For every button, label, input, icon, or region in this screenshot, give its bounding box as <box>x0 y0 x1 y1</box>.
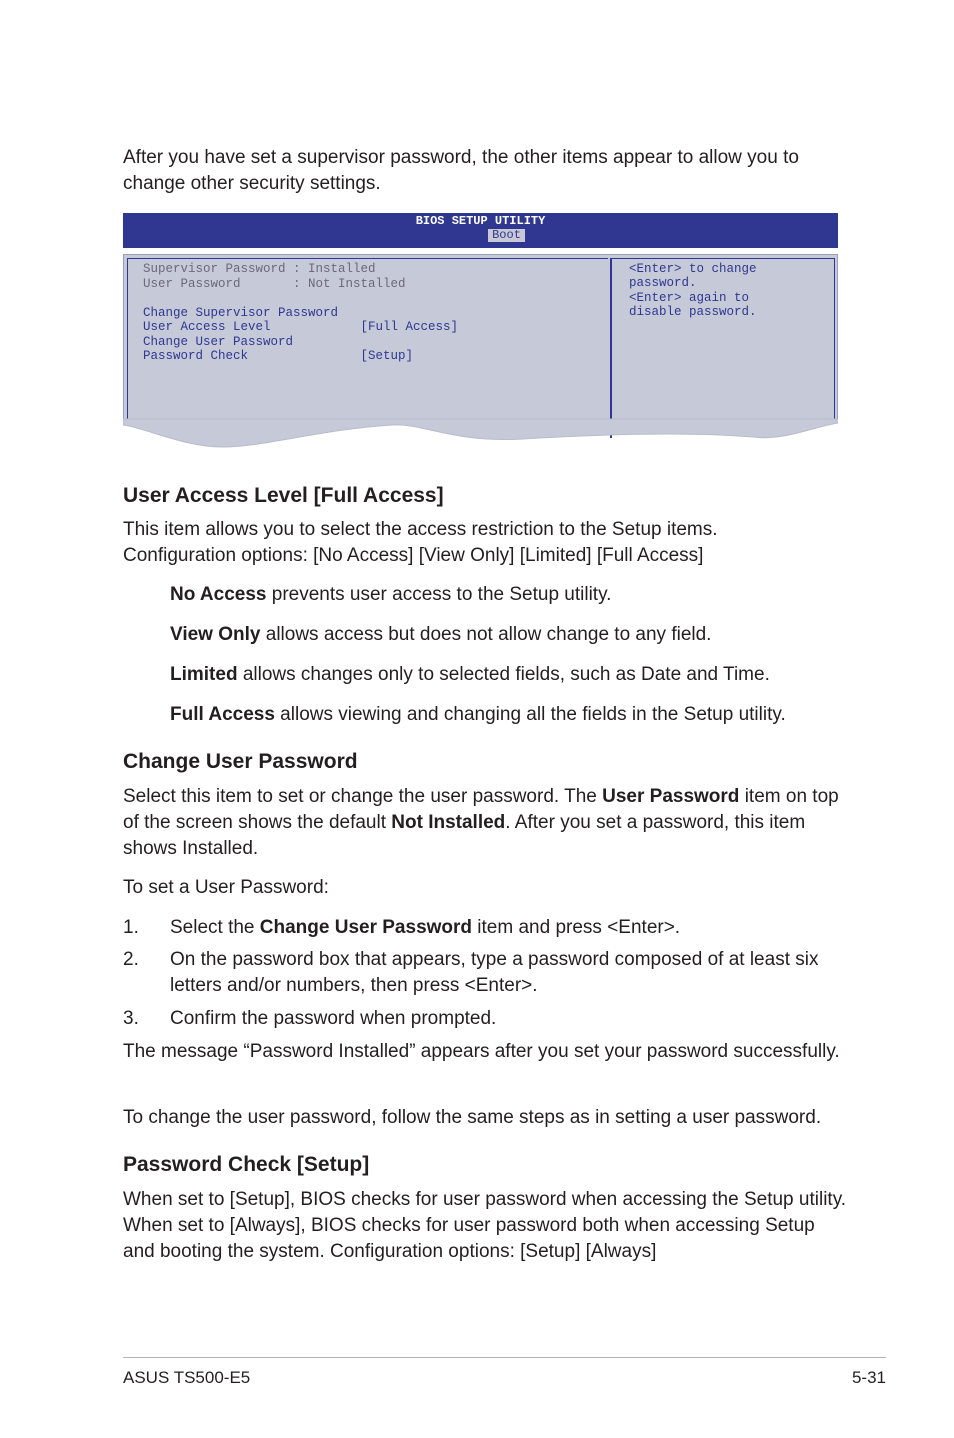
bios-torn-edge <box>123 413 838 453</box>
step-number: 1. <box>123 917 139 938</box>
section2-paragraph <box>123 784 843 862</box>
to-set-label: To set a User Password: <box>123 877 329 898</box>
option-desc: prevents user access to the Setup utility. <box>266 584 612 605</box>
step-3: Confirm the password when prompted. <box>170 1008 497 1029</box>
text-run: . After you set a password, this item shows Installed. <box>123 812 806 859</box>
option-view-only <box>170 622 850 648</box>
footer-product: ASUS TS500-E5 <box>123 1368 251 1387</box>
bios-body <box>123 254 838 421</box>
section-heading-password-check: Password Check [Setup] <box>123 1153 370 1176</box>
option-term: View Only <box>170 624 261 645</box>
intro-paragraph: After you have set a supervisor password, the other items appear to allow you to change other security settings. <box>123 147 799 194</box>
option-term: Limited <box>170 664 238 685</box>
bios-help-line: <Enter> again to <box>629 291 750 305</box>
step-number: 2. <box>123 949 139 970</box>
option-desc: allows viewing and changing all the fields in the Setup utility. <box>274 704 786 725</box>
step-number: 3. <box>123 1008 139 1029</box>
section-heading-user-access-level: User Access Level [Full Access] <box>123 484 444 507</box>
option-term: No Access <box>170 584 267 605</box>
text-run: item and press <Enter>. <box>472 917 681 938</box>
bios-line-user-access-level: User Access Level [Full Access] <box>143 320 459 334</box>
bios-line-password-check: Password Check [Setup] <box>143 349 414 363</box>
option-term: Full Access <box>170 704 275 725</box>
text-run: User Password <box>602 786 740 807</box>
bios-help-line: password. <box>629 276 697 290</box>
bios-line-change-supervisor-password: Change Supervisor Password <box>143 306 339 320</box>
bios-title: BIOS SETUP UTILITY <box>415 214 546 228</box>
footer-page-number: 5-31 <box>851 1368 886 1387</box>
bios-line-change-user-password: Change User Password <box>143 335 294 349</box>
step-1 <box>170 915 850 941</box>
text-run: Not Installed <box>391 812 506 833</box>
bios-tab-boot: Boot <box>488 229 525 242</box>
change-paragraph: To change the user password, follow the same steps as in setting a user password. <box>123 1107 822 1128</box>
footer-divider <box>123 1357 886 1358</box>
message-paragraph: The message “Password Installed” appears after you set your password successfully. <box>123 1041 840 1062</box>
bios-line-user-password: User Password : Not Installed <box>143 277 406 291</box>
text-run: Select this item to set or change the user password. The <box>123 786 603 807</box>
bios-help-line: <Enter> to change <box>629 262 757 276</box>
section1-paragraph: Configuration options: [No Access] [View Only] [Limited] [Full Access] <box>123 545 704 566</box>
option-full-access <box>170 702 850 728</box>
bios-screenshot <box>123 213 838 453</box>
section1-paragraph: This item allows you to select the access restriction to the Setup items. <box>123 519 718 540</box>
text-run: Select the <box>170 917 260 938</box>
option-desc: allows access but does not allow change to any field. <box>260 624 712 645</box>
option-limited <box>170 662 850 688</box>
text-run: Change User Password <box>259 917 473 938</box>
section-heading-change-user-password: Change User Password <box>123 750 358 773</box>
bios-help-line: disable password. <box>629 305 757 319</box>
option-desc: allows changes only to selected fields, such as Date and Time. <box>237 664 770 685</box>
section3-paragraph: When set to [Setup], BIOS checks for user password when accessing the Setup utility. When set to [Always], BIOS checks for user password both when accessing Setup and booting the system. Configuration options: [Setup] [Always] <box>123 1189 847 1262</box>
text-run: item on top of the screen shows the default <box>123 786 839 833</box>
bios-title-bar <box>123 213 838 248</box>
option-no-access <box>170 582 850 608</box>
bios-line-supervisor-password: Supervisor Password : Installed <box>143 262 376 276</box>
step-2: On the password box that appears, type a password composed of at least six letters and/or numbers, then press <Enter>. <box>170 949 819 996</box>
